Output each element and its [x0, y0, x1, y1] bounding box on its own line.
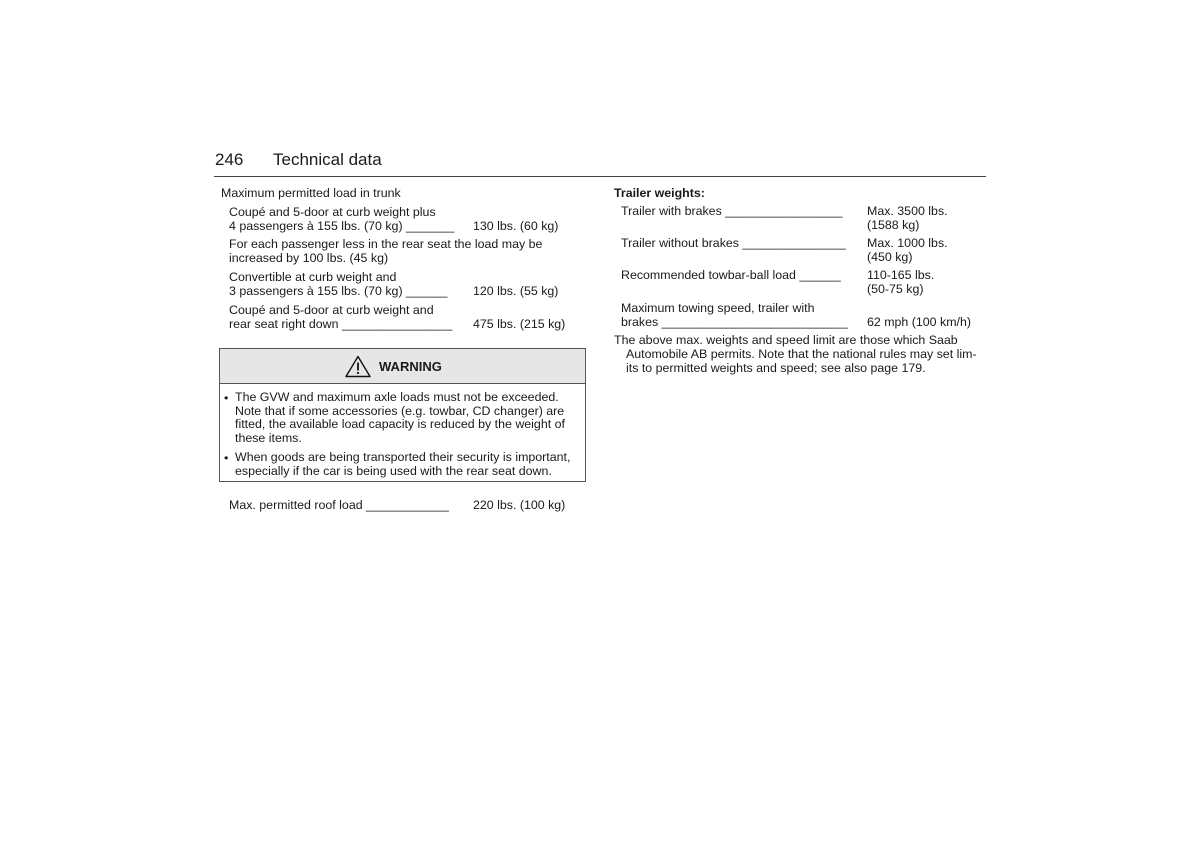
page-number: 246 [215, 150, 244, 169]
towball-load-value-kg: (50-75 kg) [867, 282, 924, 296]
trailer-with-brakes-value: Max. 3500 lbs. [867, 204, 948, 218]
rear-seat-line-2: rear seat right down ________________ [229, 317, 453, 331]
trailer-with-brakes-label: Trailer with brakes _________________ [621, 204, 843, 218]
coupe-line-2: 4 passengers à 155 lbs. (70 kg) _______ [229, 219, 455, 233]
warning-bullet-2: When goods are being transported their security is important, especially if the car is being used with the rear seat down. [235, 450, 571, 478]
towball-load-label: Recommended towbar-ball load ______ [621, 268, 841, 282]
trailer-with-brakes-value-kg: (1588 kg) [867, 218, 920, 232]
note-line-3: its to permitted weights and speed; see also page 179. [626, 361, 926, 375]
header-rule [214, 176, 986, 177]
towing-speed-line-1: Maximum towing speed, trailer with [621, 301, 815, 315]
rear-seat-line-1: Coupé and 5-door at curb weight and [229, 303, 434, 317]
warning-triangle-icon [345, 355, 371, 378]
towing-speed-value: 62 mph (100 km/h) [867, 315, 971, 329]
per-passenger-line-2: increased by 100 lbs. (45 kg) [229, 251, 389, 265]
trailer-weights-heading: Trailer weights: [614, 186, 705, 200]
trailer-without-brakes-value: Max. 1000 lbs. [867, 236, 948, 250]
note-line-1: The above max. weights and speed limit are those which Saab [614, 333, 958, 347]
trailer-without-brakes-value-kg: (450 kg) [867, 250, 913, 264]
trailer-without-brakes-label: Trailer without brakes _______________ [621, 236, 846, 250]
note-line-2: Automobile AB permits. Note that the national rules may set lim- [626, 347, 977, 361]
bullet-marker: • [224, 451, 229, 465]
bullet-marker: • [224, 391, 229, 405]
warning-title: WARNING [379, 359, 442, 374]
roof-load-label: Max. permitted roof load ____________ [229, 498, 449, 512]
warning-box [219, 348, 586, 482]
coupe-line-1: Coupé and 5-door at curb weight plus [229, 205, 436, 219]
per-passenger-line-1: For each passenger less in the rear seat the load may be [229, 237, 543, 251]
convertible-line-1: Convertible at curb weight and [229, 270, 397, 284]
towing-speed-line-2: brakes ___________________________ [621, 315, 848, 329]
convertible-line-2: 3 passengers à 155 lbs. (70 kg) ______ [229, 284, 448, 298]
towball-load-value: 110-165 lbs. [867, 268, 935, 282]
convertible-value: 120 lbs. (55 kg) [473, 284, 559, 298]
roof-load-value: 220 lbs. (100 kg) [473, 498, 566, 512]
rear-seat-value: 475 lbs. (215 kg) [473, 317, 566, 331]
trunk-heading: Maximum permitted load in trunk [221, 186, 401, 200]
coupe-value: 130 lbs. (60 kg) [473, 219, 559, 233]
warning-bullet-1: The GVW and maximum axle loads must not be exceeded. Note that if some accessories (e.g. towbar, CD changer) are fitted, the available load capacity is reduced by the weight of these items. [235, 390, 565, 445]
warning-header [220, 349, 585, 384]
page-title: Technical data [273, 150, 382, 169]
